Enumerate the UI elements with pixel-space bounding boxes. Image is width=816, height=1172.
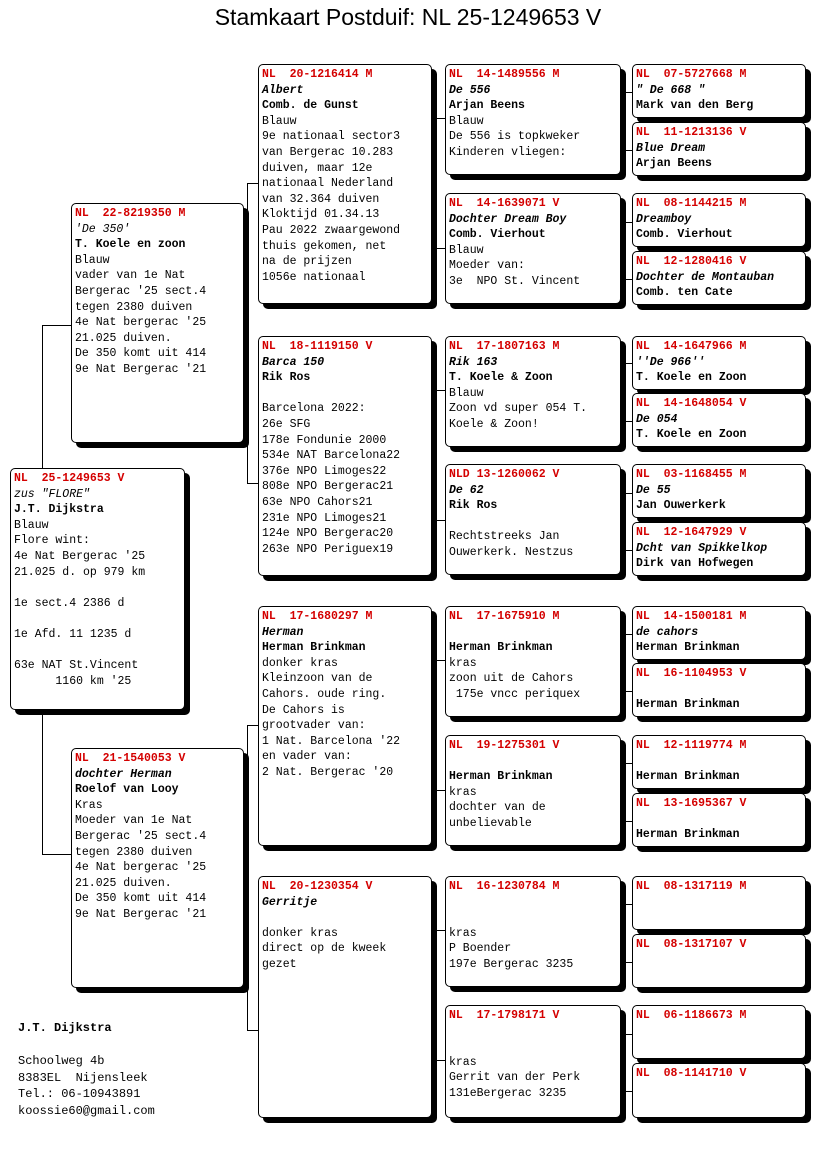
pigeon-card-ggp-6 bbox=[445, 735, 621, 846]
pigeon-info-line: nationaal Nederland bbox=[262, 177, 394, 191]
pigeon-info-line: Gerrit van der Perk bbox=[449, 1071, 581, 1085]
pigeon-info-line: Rik 163 bbox=[449, 355, 498, 369]
pigeon-info-line: Barca 150 bbox=[262, 355, 325, 369]
pigeon-info-line: Arjan Beens bbox=[449, 99, 525, 113]
pigeon-info-line: 178e Fondunie 2000 bbox=[262, 433, 387, 447]
pigeon-info-line: T. Koele & Zoon bbox=[449, 371, 553, 385]
pigeon-card-gggp-5 bbox=[632, 336, 806, 390]
pigeon-info-line bbox=[262, 910, 428, 926]
pigeon-info-line: 26e SFG bbox=[262, 417, 311, 431]
ring-number: NL 20-1216414 M bbox=[262, 68, 373, 81]
pigeon-info-line: 63e NAT St.Vincent bbox=[14, 659, 139, 673]
pigeon-info-line: Herman Brinkman bbox=[636, 641, 740, 655]
pigeon-card-ggp-7 bbox=[445, 876, 621, 987]
pigeon-info-line: 4e Nat bergerac '25 bbox=[75, 861, 207, 875]
pigeon-info-line: Blauw bbox=[75, 253, 110, 267]
connector-line bbox=[247, 183, 248, 483]
pigeon-info-line: Moeder van 1e Nat bbox=[75, 814, 193, 828]
ring-number: NL 08-1317119 M bbox=[636, 880, 747, 893]
connector-line bbox=[433, 118, 445, 119]
pigeon-info-line: kras bbox=[449, 785, 477, 799]
pigeon-info-line: vader van 1e Nat bbox=[75, 269, 186, 283]
pigeon-card-ggp-1 bbox=[445, 64, 621, 175]
pigeon-card-ggp-2 bbox=[445, 193, 621, 304]
pigeon-info-line: Dochter de Montauban bbox=[636, 270, 775, 284]
connector-line bbox=[622, 821, 632, 822]
pigeon-info-line bbox=[449, 1024, 617, 1040]
ring-number: NL 17-1798171 V bbox=[449, 1009, 560, 1022]
connector-line bbox=[622, 92, 632, 93]
pigeon-info-line: zoon uit de Cahors bbox=[449, 672, 574, 686]
pigeon-info-line bbox=[449, 910, 617, 926]
pigeon-card-ggp-4 bbox=[445, 464, 621, 575]
connector-line bbox=[433, 390, 445, 391]
connector-line bbox=[622, 1091, 632, 1092]
connector-line bbox=[622, 363, 623, 421]
pigeon-card-grandsire-paternal bbox=[258, 64, 432, 304]
pigeon-info-line: Pau 2022 zwaargewond bbox=[262, 223, 401, 237]
pigeon-info-line: 'De 350' bbox=[75, 222, 131, 236]
pigeon-info-line bbox=[14, 580, 181, 596]
ring-number: NL 14-1489556 M bbox=[449, 68, 560, 81]
pigeon-info-line: De 556 bbox=[449, 83, 491, 97]
connector-line bbox=[622, 363, 632, 364]
pigeon-info-line bbox=[449, 1039, 617, 1055]
pigeon-info-line: direct op de kweek bbox=[262, 942, 387, 956]
pigeon-card-gggp-8 bbox=[632, 522, 806, 576]
pigeon-info-line: 197e Bergerac 3235 bbox=[449, 957, 574, 971]
pigeon-info-line: 534e NAT Barcelona22 bbox=[262, 449, 401, 463]
pigeon-card-ggp-5 bbox=[445, 606, 621, 717]
pigeon-info-line: Moeder van: bbox=[449, 259, 525, 273]
pigeon-info-line: Herman Brinkman bbox=[636, 770, 740, 784]
connector-line bbox=[433, 930, 445, 931]
pigeon-card-mother bbox=[71, 748, 244, 988]
ring-number: NL 08-1144215 M bbox=[636, 197, 747, 210]
pigeon-info-line: Gerritje bbox=[262, 895, 318, 909]
pigeon-info-line: Arjan Beens bbox=[636, 157, 712, 171]
ring-number: NL 08-1141710 V bbox=[636, 1067, 747, 1080]
pigeon-info-line: 3e NPO St. Vincent bbox=[449, 274, 581, 288]
pigeon-info-line: kras bbox=[449, 1055, 477, 1069]
pigeon-info-line: De Cahors is bbox=[262, 703, 345, 717]
pigeon-info-line: Blauw bbox=[262, 114, 297, 128]
pigeon-info-line: Roelof van Looy bbox=[75, 783, 179, 797]
pigeon-card-gggp-9 bbox=[632, 606, 806, 660]
pigeon-card-gggp-16 bbox=[632, 1063, 806, 1118]
pigeon-info-line: thuis gekomen, net bbox=[262, 239, 387, 253]
pigeon-info-line: dochter van de bbox=[449, 801, 546, 815]
connector-line bbox=[622, 763, 632, 764]
connector-line bbox=[42, 325, 43, 468]
pigeon-info-line: gezet bbox=[262, 957, 297, 971]
pigeon-info-line bbox=[449, 754, 617, 770]
ring-number: NL 12-1119774 M bbox=[636, 739, 747, 752]
pigeon-info-line bbox=[14, 611, 181, 627]
pigeon-info-line: tegen 2380 duiven bbox=[75, 845, 193, 859]
pigeon-info-line: dochter Herman bbox=[75, 767, 172, 781]
connector-line bbox=[622, 962, 632, 963]
pigeon-card-gggp-1 bbox=[632, 64, 806, 118]
ring-number: NL 08-1317107 V bbox=[636, 938, 747, 951]
pigeon-info-line: Comb. ten Cate bbox=[636, 286, 733, 300]
pigeon-info-line: Koele & Zoon! bbox=[449, 417, 539, 431]
pigeon-info-line bbox=[636, 812, 802, 828]
connector-line bbox=[42, 325, 71, 326]
pigeon-card-subject bbox=[10, 468, 185, 710]
pigeon-card-gggp-11 bbox=[632, 735, 806, 789]
pigeon-info-line: De 054 bbox=[636, 412, 678, 426]
pigeon-info-line: Herman Brinkman bbox=[449, 770, 553, 784]
connector-line bbox=[433, 1060, 445, 1061]
breeder-spacer bbox=[18, 1037, 155, 1054]
pigeon-info-line: Comb. Vierhout bbox=[449, 228, 546, 242]
pigeon-info-line bbox=[636, 682, 802, 698]
ring-number: NL 18-1119150 V bbox=[262, 340, 373, 353]
pigeon-info-line: De 350 komt uit 414 bbox=[75, 892, 207, 906]
connector-line bbox=[433, 118, 434, 248]
pigeon-info-line: 63e NPO Cahors21 bbox=[262, 495, 373, 509]
connector-line bbox=[433, 660, 445, 661]
pigeon-info-line: Kras bbox=[75, 798, 103, 812]
connector-line bbox=[622, 493, 623, 550]
pigeon-info-line: van Bergerac 10.283 bbox=[262, 145, 394, 159]
pigeon-info-line: donker kras bbox=[262, 656, 338, 670]
pigeon-info-line: De 62 bbox=[449, 483, 484, 497]
pigeon-info-line bbox=[262, 386, 428, 402]
connector-line bbox=[622, 493, 632, 494]
ring-number: NL 21-1540053 V bbox=[75, 752, 186, 765]
pigeon-card-gggp-4 bbox=[632, 251, 806, 305]
pigeon-card-gggp-12 bbox=[632, 793, 806, 847]
pigeon-info-line: Blauw bbox=[14, 518, 49, 532]
pigeon-info-line: T. Koele en zoon bbox=[75, 238, 186, 252]
pigeon-info-line: 1e sect.4 2386 d bbox=[14, 596, 125, 610]
pigeon-info-line bbox=[449, 625, 617, 641]
pigeon-info-line: Rik Ros bbox=[262, 371, 311, 385]
connector-line bbox=[622, 279, 632, 280]
pigeon-info-line: Albert bbox=[262, 83, 304, 97]
pigeon-card-ggp-3 bbox=[445, 336, 621, 447]
pigeon-info-line: en vader van: bbox=[262, 750, 352, 764]
pigeon-info-line: zus "FLORE" bbox=[14, 487, 90, 501]
pigeon-info-line: Zoon vd super 054 T. bbox=[449, 402, 588, 416]
pigeon-info-line: kras bbox=[449, 656, 477, 670]
connector-line bbox=[622, 904, 632, 905]
pigeon-info-line: Comb. de Gunst bbox=[262, 99, 359, 113]
connector-line bbox=[622, 763, 623, 821]
pigeon-info-line: Herman bbox=[262, 625, 304, 639]
pigeon-card-gggp-15 bbox=[632, 1005, 806, 1059]
ring-number: NL 20-1230354 V bbox=[262, 880, 373, 893]
breeder-street: Schoolweg 4b bbox=[18, 1054, 105, 1068]
pigeon-info-line: 808e NPO Bergerac21 bbox=[262, 480, 394, 494]
ring-number: NL 14-1648054 V bbox=[636, 397, 747, 410]
pigeon-card-gggp-3 bbox=[632, 193, 806, 247]
connector-line bbox=[433, 930, 434, 1060]
pigeon-info-line: de cahors bbox=[636, 625, 699, 639]
connector-line bbox=[622, 691, 632, 692]
pigeon-info-line bbox=[449, 895, 617, 911]
ring-number: NL 11-1213136 V bbox=[636, 126, 747, 139]
pigeon-card-gggp-7 bbox=[632, 464, 806, 518]
connector-line bbox=[433, 248, 445, 249]
pigeon-info-line: Bergerac '25 sect.4 bbox=[75, 829, 207, 843]
ring-number: NL 17-1680297 M bbox=[262, 610, 373, 623]
ring-number: NL 14-1500181 M bbox=[636, 610, 747, 623]
ring-number: NL 16-1104953 V bbox=[636, 667, 747, 680]
pigeon-info-line: kras bbox=[449, 926, 477, 940]
pigeon-info-line: Cahors. oude ring. bbox=[262, 687, 387, 701]
pigeon-info-line: ''De 966'' bbox=[636, 355, 706, 369]
pigeon-info-line: Ouwerkerk. Nestzus bbox=[449, 545, 574, 559]
pigeon-info-line: unbelievable bbox=[449, 816, 532, 830]
connector-line bbox=[622, 634, 632, 635]
connector-line bbox=[247, 483, 258, 484]
connector-line bbox=[622, 421, 632, 422]
connector-line bbox=[247, 183, 258, 184]
pigeon-info-line: 131eBergerac 3235 bbox=[449, 1086, 567, 1100]
pigeon-info-line: Kinderen vliegen: bbox=[449, 145, 567, 159]
pigeon-info-line: Dochter Dream Boy bbox=[449, 212, 567, 226]
pigeon-info-line: Rechtstreeks Jan bbox=[449, 530, 560, 544]
connector-line bbox=[622, 150, 632, 151]
pigeon-info-line: Mark van den Berg bbox=[636, 99, 754, 113]
pigeon-info-line: duiven, maar 12e bbox=[262, 161, 373, 175]
pigeon-card-granddam-maternal bbox=[258, 876, 432, 1118]
pigeon-info-line: Blauw bbox=[449, 386, 484, 400]
pigeon-info-line: 2 Nat. Bergerac '20 bbox=[262, 765, 394, 779]
pigeon-info-line: Blue Dream bbox=[636, 141, 706, 155]
pigeon-info-line: 263e NPO Periguex19 bbox=[262, 542, 394, 556]
pigeon-info-line: na de prijzen bbox=[262, 255, 352, 269]
pigeon-info-line: Dreamboy bbox=[636, 212, 692, 226]
connector-line bbox=[433, 790, 445, 791]
connector-line bbox=[622, 550, 632, 551]
pigeon-info-line: 1e Afd. 11 1235 d bbox=[14, 627, 132, 641]
pigeon-info-line: 1160 km '25 bbox=[14, 674, 132, 688]
pigeon-info-line: Blauw bbox=[449, 114, 484, 128]
connector-line bbox=[42, 710, 43, 854]
pigeon-info-line: Barcelona 2022: bbox=[262, 402, 366, 416]
ring-number: NL 22-8219350 M bbox=[75, 207, 186, 220]
pigeon-info-line: tegen 2380 duiven bbox=[75, 300, 193, 314]
connector-line bbox=[433, 520, 445, 521]
pigeon-info-line: Dcht van Spikkelkop bbox=[636, 541, 768, 555]
pigeon-info-line: De 556 is topkweker bbox=[449, 130, 581, 144]
pigeon-card-gggp-10 bbox=[632, 663, 806, 717]
ring-number: NLD 13-1260062 V bbox=[449, 468, 560, 481]
pigeon-info-line: 9e nationaal sector3 bbox=[262, 130, 401, 144]
ring-number: NL 12-1280416 V bbox=[636, 255, 747, 268]
connector-line bbox=[622, 222, 632, 223]
pigeon-info-line: Herman Brinkman bbox=[636, 698, 740, 712]
pigeon-card-grandsire-maternal bbox=[258, 606, 432, 846]
pigeon-info-line bbox=[14, 643, 181, 659]
connector-line bbox=[247, 1030, 258, 1031]
ring-number: NL 07-5727668 M bbox=[636, 68, 747, 81]
pigeon-info-line: Dirk van Hofwegen bbox=[636, 557, 754, 571]
pigeon-info-line: Herman Brinkman bbox=[636, 828, 740, 842]
pigeon-info-line: 9e Nat Bergerac '21 bbox=[75, 362, 207, 376]
pigeon-info-line: De 350 komt uit 414 bbox=[75, 347, 207, 361]
connector-line bbox=[622, 92, 623, 150]
breeder-info bbox=[18, 1020, 155, 1119]
ring-number: NL 19-1275301 V bbox=[449, 739, 560, 752]
pigeon-info-line: T. Koele en Zoon bbox=[636, 371, 747, 385]
connector-line bbox=[622, 222, 623, 279]
ring-number: NL 16-1230784 M bbox=[449, 880, 560, 893]
connector-line bbox=[247, 725, 258, 726]
pigeon-info-line: 175e vncc periquex bbox=[449, 687, 581, 701]
pigeon-info-line: 21.025 duiven. bbox=[75, 331, 172, 345]
pigeon-info-line: 1056e nationaal bbox=[262, 270, 366, 284]
connector-line bbox=[247, 725, 248, 1030]
pigeon-info-line: Herman Brinkman bbox=[262, 641, 366, 655]
pigeon-info-line: De 55 bbox=[636, 483, 671, 497]
connector-line bbox=[622, 1034, 632, 1035]
connector-line bbox=[622, 1034, 623, 1091]
pigeon-card-gggp-14 bbox=[632, 934, 806, 988]
breeder-city: 8383EL Nijensleek bbox=[18, 1070, 148, 1085]
pigeon-card-gggp-13 bbox=[632, 876, 806, 930]
pigeon-card-gggp-2 bbox=[632, 122, 806, 176]
connector-line bbox=[42, 854, 71, 855]
pigeon-info-line: 21.025 duiven. bbox=[75, 876, 172, 890]
breeder-phone: Tel.: 06-10943891 bbox=[18, 1087, 141, 1101]
connector-line bbox=[433, 390, 434, 520]
ring-number: NL 12-1647929 V bbox=[636, 526, 747, 539]
ring-number: NL 14-1647966 M bbox=[636, 340, 747, 353]
pigeon-info-line: T. Koele en Zoon bbox=[636, 428, 747, 442]
pigeon-card-gggp-6 bbox=[632, 393, 806, 447]
pigeon-info-line: 9e Nat Bergerac '21 bbox=[75, 907, 207, 921]
breeder-name: J.T. Dijkstra bbox=[18, 1021, 112, 1035]
pigeon-card-ggp-8 bbox=[445, 1005, 621, 1118]
pigeon-info-line: 231e NPO Limoges21 bbox=[262, 511, 387, 525]
ring-number: NL 14-1639071 V bbox=[449, 197, 560, 210]
pigeon-info-line: Rik Ros bbox=[449, 499, 498, 513]
ring-number: NL 06-1186673 M bbox=[636, 1009, 747, 1022]
pigeon-info-line: grootvader van: bbox=[262, 719, 366, 733]
ring-number: NL 17-1807163 M bbox=[449, 340, 560, 353]
pigeon-info-line: J.T. Dijkstra bbox=[14, 503, 104, 517]
pigeon-info-line: Kleinzoon van de bbox=[262, 672, 373, 686]
ring-number: NL 13-1695367 V bbox=[636, 797, 747, 810]
ring-number: NL 25-1249653 V bbox=[14, 472, 125, 485]
pigeon-card-granddam-paternal bbox=[258, 336, 432, 576]
breeder-email: koossie60@gmail.com bbox=[18, 1103, 155, 1118]
pigeon-card-father bbox=[71, 203, 244, 443]
pigeon-info-line bbox=[636, 754, 802, 770]
pigeon-info-line: donker kras bbox=[262, 926, 338, 940]
page-title: Stamkaart Postduif: NL 25-1249653 V bbox=[214, 4, 602, 30]
pigeon-info-line: Jan Ouwerkerk bbox=[636, 499, 726, 513]
pigeon-info-line: 4e Nat bergerac '25 bbox=[75, 316, 207, 330]
pigeon-info-line: Comb. Vierhout bbox=[636, 228, 733, 242]
connector-line bbox=[622, 634, 623, 691]
pigeon-info-line: 124e NPO Bergerac20 bbox=[262, 527, 394, 541]
pigeon-info-line: Herman Brinkman bbox=[449, 641, 553, 655]
ring-number: NL 17-1675910 M bbox=[449, 610, 560, 623]
connector-line bbox=[622, 904, 623, 962]
pigeon-info-line: 376e NPO Limoges22 bbox=[262, 464, 387, 478]
pigeon-info-line: Bergerac '25 sect.4 bbox=[75, 284, 207, 298]
pigeon-info-line: P Boender bbox=[449, 942, 512, 956]
pigeon-info-line: Kloktijd 01.34.13 bbox=[262, 208, 380, 222]
pigeon-info-line: 4e Nat Bergerac '25 bbox=[14, 549, 146, 563]
pigeon-info-line: van 32.364 duiven bbox=[262, 192, 380, 206]
pigeon-info-line: 21.025 d. op 979 km bbox=[14, 565, 146, 579]
pigeon-info-line: " De 668 " bbox=[636, 83, 706, 97]
pigeon-info-line: Flore wint: bbox=[14, 534, 90, 548]
pigeon-info-line bbox=[449, 514, 617, 530]
ring-number: NL 03-1168455 M bbox=[636, 468, 747, 481]
pigeon-info-line: Blauw bbox=[449, 243, 484, 257]
connector-line bbox=[433, 660, 434, 790]
pigeon-info-line: 1 Nat. Barcelona '22 bbox=[262, 734, 401, 748]
